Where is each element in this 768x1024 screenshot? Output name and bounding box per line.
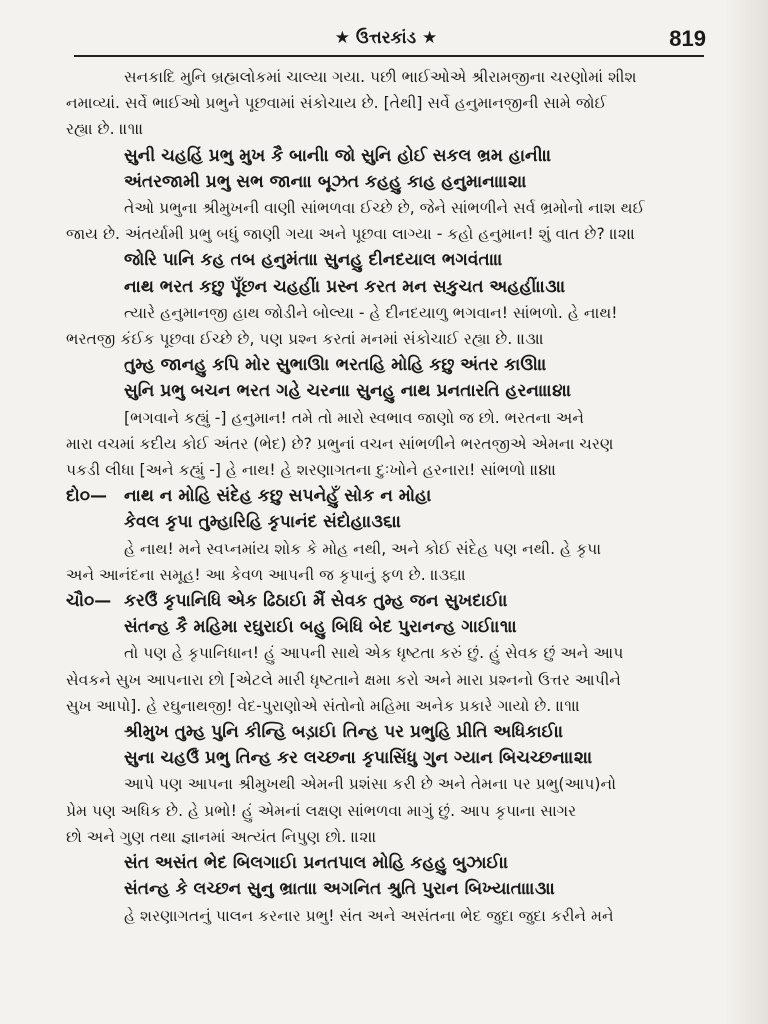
prose-line: પકડી લીધા [અને કહ્યું -] હે નાથ! હે શરણાગતના દુઃખોને હરનારા! સાંભળો ॥૪॥ <box>66 461 557 480</box>
prose-line: સનકાદિ મુનિ બ્રહ્મલોકમાં ચાલ્યા ગયા. પછી ભાઈઓએ શ્રીરામજીના ચરણોમાં શીશ <box>124 68 637 86</box>
book-page <box>66 22 706 1012</box>
verse-line: સંતન્હ કે લચ્છન સુનુ ભ્રાતા। અગનિત શ્રુતિ પુરાન બિખ્યાતા॥૩॥ <box>124 879 556 900</box>
verse-line: સુની ચહહિં પ્રભુ મુખ કૈ બાની। જો સુનિ હોઈ સકલ ભ્રમ હાની॥ <box>124 145 552 166</box>
page-header <box>66 22 706 58</box>
verse-line: સંત અસંત ભેદ બિલગાઈ। પ્રનતપાલ મોહિ કહહુ બુઝાઈ॥ <box>124 853 509 874</box>
prose-line: ત્યારે હનુમાનજી હાથ જોડીને બોલ્યા - હે દીનદયાળુ ભગવાન! સાંભળો. હે નાથ! <box>124 303 618 322</box>
prose-line: ભરતજી કંઈક પૂછવા ઈચ્છે છે, પણ પ્રશ્ન કરતાં મનમાં સંકોચાઈ રહ્યા છે. ॥૩॥ <box>66 330 545 349</box>
prose-line: મારા વચમાં કદીય કોઈ અંતર (ભેદ) છે? પ્રભુનાં વચન સાંભળીને ભરતજીએ એમના ચરણ <box>66 434 614 453</box>
verse-line: નાથ ભરત કછુ પૂઁછન ચહહીં। પ્રસ્ન કરત મન સકુચત અહહીં॥૩॥ <box>124 276 566 297</box>
prose-line: છો અને ગુણ તથા જ્ઞાનમાં અત્યંત નિપુણ છો. ॥૨॥ <box>66 827 377 846</box>
labeled-verse-line <box>66 483 706 509</box>
verse-line: અંતરજામી પ્રભુ સભ જાના। બૂઝત કહહુ કાહ હનુમાના॥૨॥ <box>124 171 527 192</box>
verse-line: કેવલ કૃપા તુમ્હારિહિ કૃપાનંદ સંદોહ॥૩૬॥ <box>124 512 402 533</box>
page-number: 819 <box>669 26 706 51</box>
verse-text: કરઉઁ કૃપાનિધિ એક ઢિઠાઈ। મૈં સેવક તુમ્હ જન સુખદાઈ॥ <box>124 591 508 612</box>
chapter-title: ★ ઉત્તરકાંડ ★ <box>334 28 438 48</box>
page-body <box>66 64 706 929</box>
prose-line: [ભગવાને કહ્યું -] હનુમાન! તમે તો મારો સ્વભાવ જાણો જ છો. ભરતના અને <box>124 408 585 427</box>
verse-line: સુના ચહઉઁ પ્રભુ તિન્હ કર લચ્છન। કૃપાસિંધુ ગુન ગ્યાન બિચચ્છન॥૨॥ <box>124 748 593 769</box>
prose-line: આપે પણ આપના શ્રીમુખથી એમની પ્રશંસા કરી છે અને તેમના પર પ્રભુ(આપ)નો <box>124 775 616 794</box>
verse-label: ચૌ૦— <box>66 591 112 612</box>
prose-line: હે નાથ! મને સ્વપ્નમાંય શોક કે મોહ નથી, અને કોઈ સંદેહ પણ નથી. હે કૃપા <box>124 539 602 558</box>
verse-line: તુમ્હ જાનહુ કપિ મોર સુભાઊ। ભરતહિ મોહિ કછુ અંતર કાઊ॥ <box>124 355 547 376</box>
verse-line: શ્રીમુખ તુમ્હ પુનિ કીન્હિ બડ઼ાઈ। તિન્હ પર પ્રભુહિ પ્રીતિ અધિકાઈ॥ <box>124 722 564 743</box>
prose-line: તેઓ પ્રભુના શ્રીમુખની વાણી સાંભળવા ઈચ્છે છે, જેને સાંભળીને સર્વ ભ્રમોનો નાશ થઈ <box>124 199 645 218</box>
prose-line: તો પણ હે કૃપાનિધાન! હું આપની સાથે એક ધૃષ્ટતા કરું છું. હું સેવક છું અને આપ <box>124 644 624 663</box>
verse-line: સંતન્હ કૈ મહિમા રઘુરાઈ। બહુ બિધિ બેદ પુરાનન્હ ગાઈ॥૧॥ <box>124 617 518 638</box>
prose-line: રહ્યા છે. ॥૧॥ <box>66 120 144 139</box>
labeled-verse-line <box>66 588 706 614</box>
verse-line: સુનિ પ્રભુ બચન ભરત ગહે ચરના। સુનહુ નાથ પ્રનતારતિ હરના॥૪॥ <box>124 381 572 402</box>
prose-line: સુખ આપો]. હે રઘુનાથજી! વેદ-પુરાણોએ સંતોનો મહિમા અનેક પ્રકારે ગાયો છે. ॥૧॥ <box>66 696 581 715</box>
prose-line: સેવકને સુખ આપનારા છો [એટલે મારી ધૃષ્ટતાને ક્ષમા કરો અને મારા પ્રશ્નનો ઉત્તર આપીને <box>66 670 621 689</box>
prose-line: જાય છે. અંતર્યામી પ્રભુ બધું જાણી ગયા અને પૂછવા લાગ્યા - કહો હનુમાન! શું વાત છે? ॥૨॥ <box>66 225 636 244</box>
header-rule <box>74 55 704 57</box>
prose-line: અને આનંદના સમૂહ! આ કેવળ આપની જ કૃપાનું ફળ છે. ॥૩૬॥ <box>66 565 467 584</box>
book-spine-shadow <box>724 0 768 1024</box>
verse-label: દો૦— <box>66 486 107 507</box>
verse-text: નાથ ન મોહિ સંદેહ કછુ સપનેહુઁ સોક ન મોહ। <box>124 486 432 507</box>
prose-line: નમાવ્યાં. સર્વે ભાઈઓ પ્રભુને પૂછવામાં સંકોચાય છે. [તેથી] સર્વે હનુમાનજીની સામે જોઈ <box>66 94 607 113</box>
prose-line: પ્રેમ પણ અધિક છે. હે પ્રભો! હું એમનાં લક્ષણ સાંભળવા માગું છું. આપ કૃપાના સાગર <box>66 801 577 820</box>
verse-line: જોરિ પાનિ કહ તબ હનુમંતા। સુનહુ દીનદયાલ ભગવંતા॥ <box>124 250 503 271</box>
prose-line: હે શરણાગતનું પાલન કરનાર પ્રભુ! સંત અને અસંતના ભેદ જુદા જુદા કરીને મને <box>124 906 614 925</box>
